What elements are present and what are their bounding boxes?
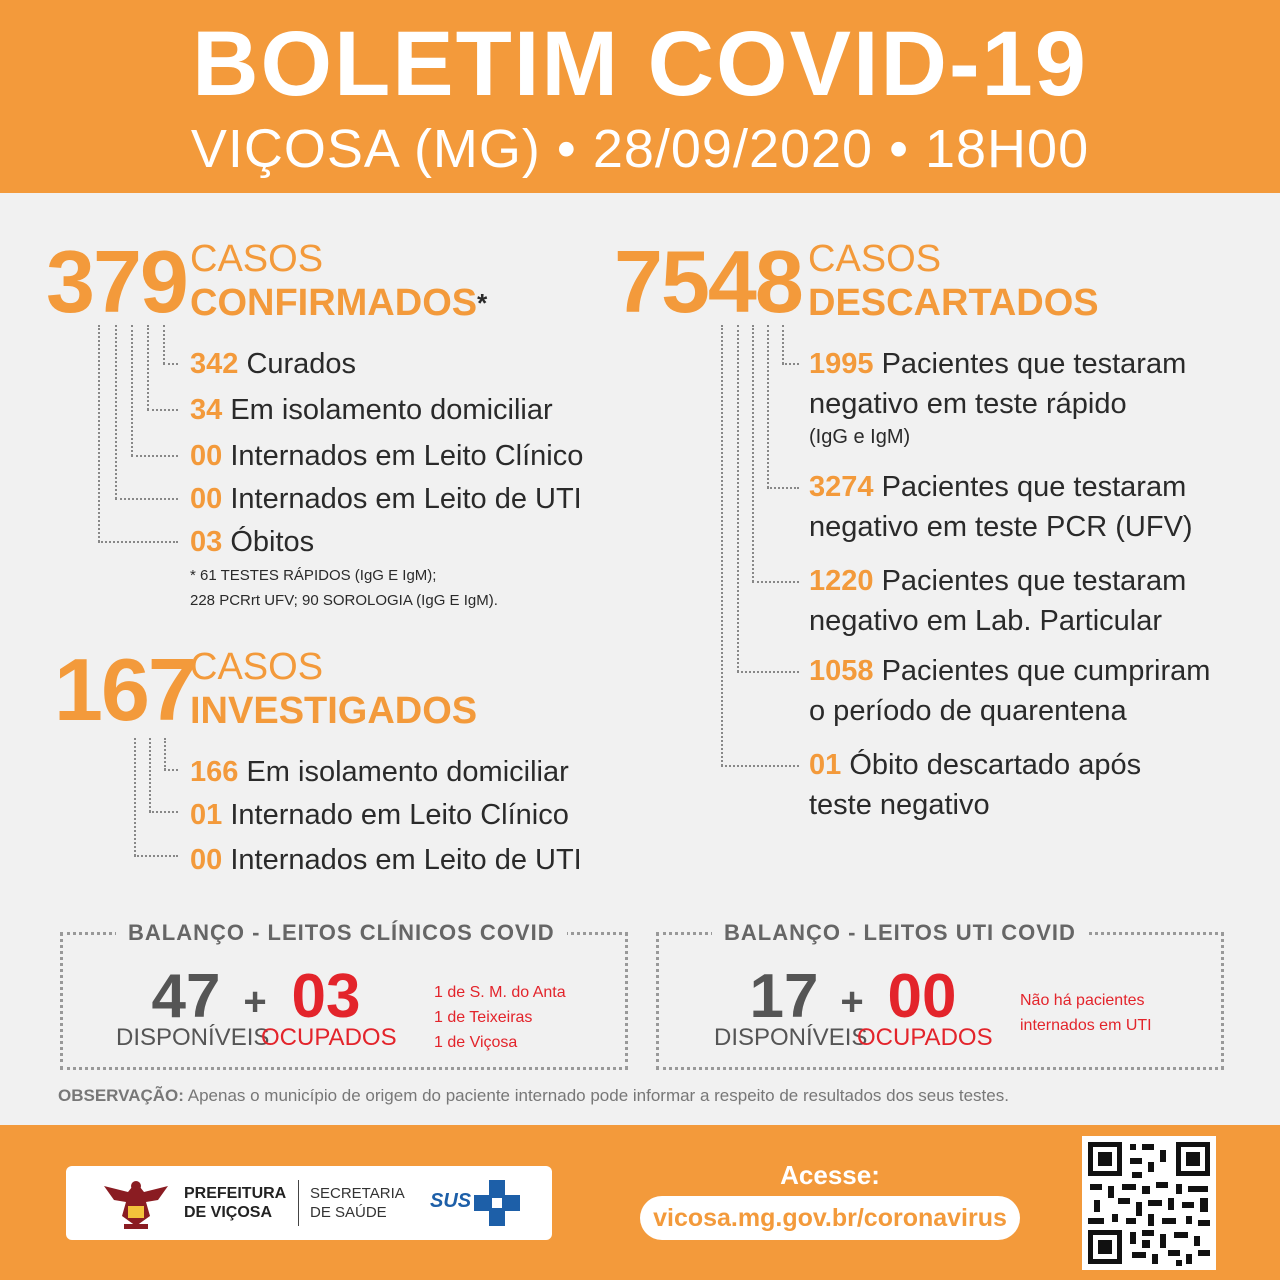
discarded-count: 7548 xyxy=(614,232,802,331)
tree-line xyxy=(115,325,117,499)
logo-divider xyxy=(298,1180,299,1226)
list-item: 00 Internados em Leito Clínico xyxy=(190,440,584,472)
tree-line xyxy=(752,325,754,582)
list-item: 1220 Pacientes que testaram negativo em Lab. Particular xyxy=(809,565,1187,637)
website-link[interactable] xyxy=(640,1196,1020,1240)
access-label: Acesse: xyxy=(780,1160,880,1190)
list-item: 01 Óbito descartado após teste negativo xyxy=(809,749,1142,821)
clinical-occupied-label: OCUPADOS xyxy=(261,1024,397,1051)
investigated-count: 167 xyxy=(54,640,195,739)
secretaria-logo-text: SECRETARIA DE SAÚDE xyxy=(310,1185,405,1221)
footnote-line2: 228 PCRrt UFV; 90 SOROLOGIA (IgG E IgM). xyxy=(190,592,498,609)
icu-occupied-notes: Não há pacientes internados em UTI xyxy=(1020,992,1152,1034)
icu-available-label: DISPONÍVEIS xyxy=(714,1024,868,1051)
icu-beds-title: BALANÇO - LEITOS UTI COVID xyxy=(712,919,1088,947)
tree-line xyxy=(134,855,178,857)
tree-line xyxy=(115,498,178,500)
tree-line xyxy=(721,765,799,767)
discarded-label-line1: CASOS xyxy=(808,238,942,280)
tree-line xyxy=(767,325,769,488)
sus-logo-text: SUS xyxy=(430,1190,472,1212)
tree-line xyxy=(737,671,799,673)
list-item: 166 Em isolamento domiciliar xyxy=(190,756,569,788)
list-item: 03 Óbitos xyxy=(190,526,315,558)
tree-line xyxy=(752,581,799,583)
clinical-available-count: 47 xyxy=(151,962,221,1031)
tree-line xyxy=(163,325,165,364)
tree-line xyxy=(782,325,784,364)
clinical-beds-title: BALANÇO - LEITOS CLÍNICOS COVID xyxy=(116,919,567,947)
tree-line xyxy=(147,409,178,411)
tree-line xyxy=(163,363,178,365)
tree-line xyxy=(98,541,178,543)
tree-line xyxy=(131,455,178,457)
list-item: 34 Em isolamento domiciliar xyxy=(190,394,553,426)
tree-line xyxy=(164,738,166,770)
tree-line xyxy=(149,738,151,812)
tree-line xyxy=(147,325,149,410)
tree-line xyxy=(164,769,178,771)
icu-occupied-label: OCUPADOS xyxy=(857,1024,993,1051)
list-item: 1995 Pacientes que testaram negativo em teste rápido (IgG e IgM) xyxy=(809,348,1187,448)
tree-line xyxy=(782,363,799,365)
icu-occupied-count: 00 xyxy=(887,962,957,1031)
confirmed-label-line2: CONFIRMADOS* xyxy=(190,282,488,324)
clinical-available-label: DISPONÍVEIS xyxy=(116,1024,270,1051)
observation-note: OBSERVAÇÃO: Apenas o município de origem do paciente internado pode informar a respeito de resultados dos seus testes. xyxy=(58,1086,1009,1105)
city-crest-icon xyxy=(100,1176,172,1232)
page-title: BOLETIM COVID-19 xyxy=(192,13,1088,115)
qr-code-icon[interactable] xyxy=(1082,1136,1216,1270)
tree-line xyxy=(131,325,133,456)
list-item: 1058 Pacientes que cumpriram o período de quarentena xyxy=(809,655,1211,727)
tree-line xyxy=(767,487,799,489)
prefeitura-logo-text: PREFEITURA DE VIÇOSA xyxy=(184,1185,287,1221)
logo-card xyxy=(66,1166,552,1240)
tree-line xyxy=(134,738,136,856)
website-url[interactable]: vicosa.mg.gov.br/coronavirus xyxy=(653,1204,1007,1232)
plus-sign: + xyxy=(840,980,864,1024)
investigated-label-line1: CASOS xyxy=(190,646,324,688)
list-item: 3274 Pacientes que testaram negativo em teste PCR (UFV) xyxy=(809,471,1193,543)
page-subtitle: VIÇOSA (MG) • 28/09/2020 • 18H00 xyxy=(190,119,1090,179)
confirmed-count: 379 xyxy=(46,232,187,331)
list-item: 00 Internados em Leito de UTI xyxy=(190,844,582,876)
icu-available-count: 17 xyxy=(749,962,819,1031)
tree-line xyxy=(737,325,739,672)
tree-line xyxy=(98,325,100,542)
discarded-label-line2: DESCARTADOS xyxy=(808,282,1099,324)
clinical-occupied-count: 03 xyxy=(291,962,361,1031)
confirmed-label-line1: CASOS xyxy=(190,238,324,280)
list-item: 00 Internados em Leito de UTI xyxy=(190,483,582,515)
list-item: 342 Curados xyxy=(190,348,357,380)
list-item: 01 Internado em Leito Clínico xyxy=(190,799,569,831)
clinical-occupied-notes: 1 de S. M. do Anta 1 de Teixeiras 1 de Viçosa xyxy=(434,984,566,1051)
tree-line xyxy=(149,811,178,813)
plus-sign: + xyxy=(243,980,267,1024)
footnote-line1: * 61 TESTES RÁPIDOS (IgG E IgM); xyxy=(190,567,437,584)
tree-line xyxy=(721,325,723,766)
investigated-label-line2: INVESTIGADOS xyxy=(190,690,478,732)
qr-code-graphic xyxy=(1082,1136,1216,1270)
sus-cross-icon xyxy=(472,1178,522,1228)
